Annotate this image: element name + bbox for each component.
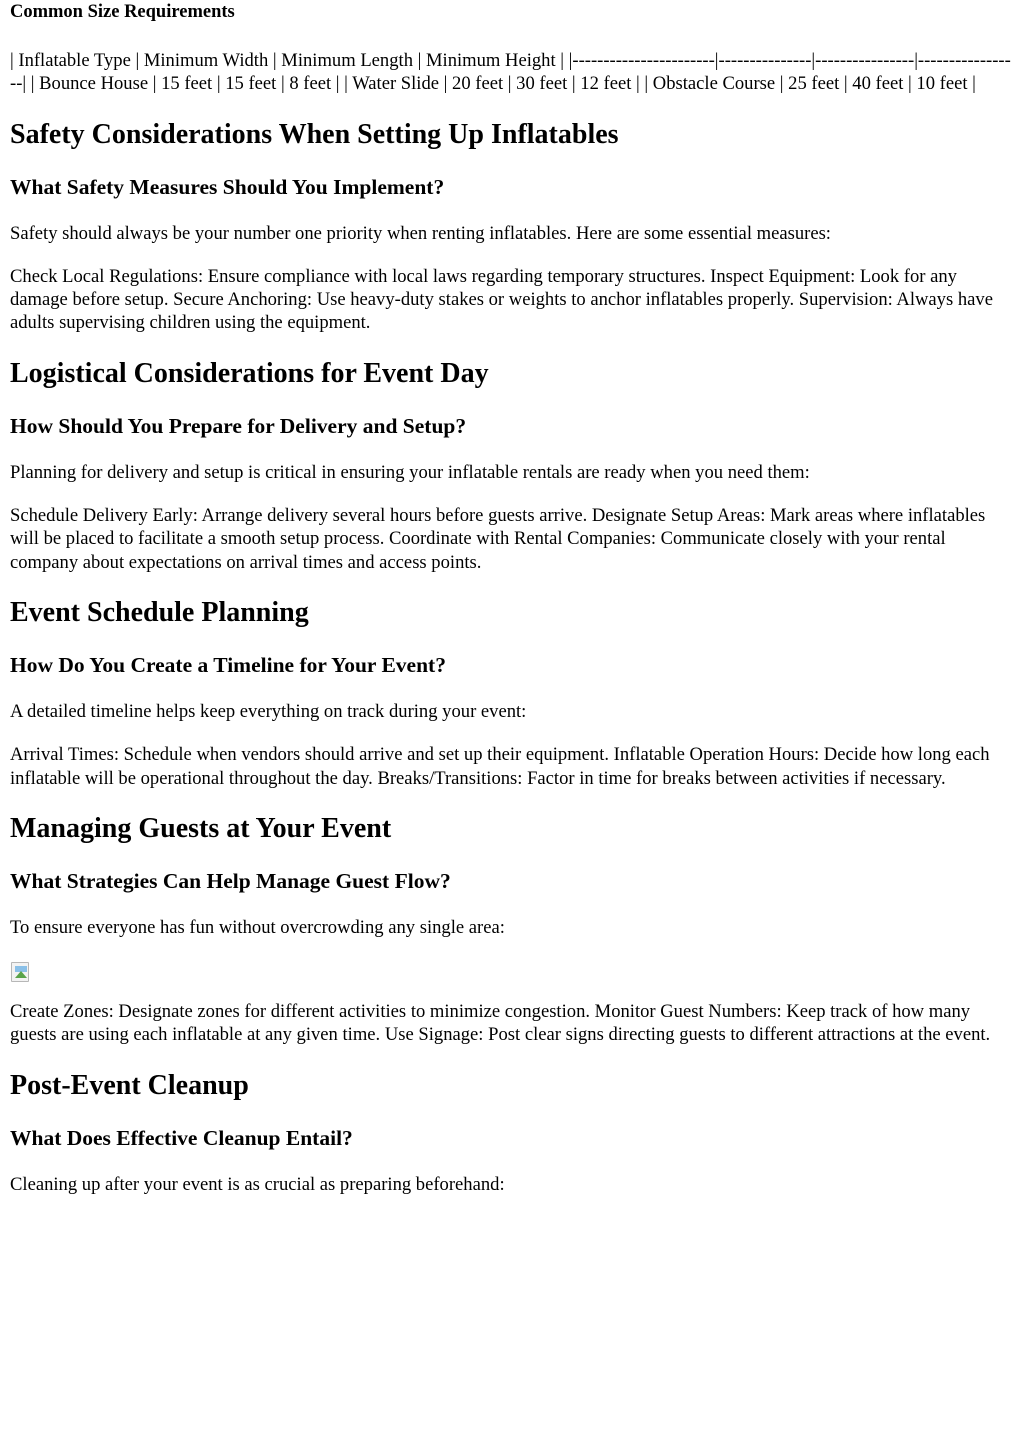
- section-body: Schedule Delivery Early: Arrange delivery several hours before guests arrive. Designate Setup Areas: Mark areas where inflatables will be placed to facilitate a smooth setup process. Coordinate with Rental Companies: Communicate closely with your rental company about expectations on arrival times and access points.: [10, 505, 986, 573]
- section-lead: Planning for delivery and setup is critical in ensuring your inflatable rentals are ready when you need them:: [10, 461, 810, 483]
- section-subtitle: How Should You Prepare for Delivery and Setup?: [10, 413, 467, 438]
- section-title: Event Schedule Planning: [10, 596, 309, 628]
- section-body: Check Local Regulations: Ensure compliance with local laws regarding temporary structures. Inspect Equipment: Look for any damage before setup. Secure Anchoring: Use heavy-duty stakes or weights to anchor inflatables properly. Supervision: Always have adults supervising children using the equipment.: [10, 265, 993, 334]
- size-requirements-heading: Common Size Requirements: [10, 2, 235, 22]
- section-title: Post-Event Cleanup: [10, 1069, 249, 1101]
- section-lead: Cleaning up after your event is as crucial as preparing beforehand:: [10, 1173, 505, 1195]
- section-lead: A detailed timeline helps keep everything on track during your event:: [10, 700, 527, 722]
- section-subtitle: What Strategies Can Help Manage Guest Flow?: [10, 868, 451, 893]
- broken-image-hill: [15, 971, 27, 978]
- section-body: Create Zones: Designate zones for different activities to minimize congestion. Monitor Guest Numbers: Keep track of how many guests are using each inflatable at any given time. Use Signage: Post clear signs directing guests to different attractions at the event.: [10, 1001, 991, 1046]
- section-lead: To ensure everyone has fun without overcrowding any single area:: [10, 916, 505, 938]
- section-subtitle: What Does Effective Cleanup Entail?: [10, 1125, 353, 1150]
- section-subtitle: How Do You Create a Timeline for Your Event?: [10, 652, 446, 677]
- section-title: Managing Guests at Your Event: [10, 812, 392, 844]
- size-requirements-table-text: | Inflatable Type | Minimum Width | Minimum Length | Minimum Height | |-----------------------|---------------|----------------|-----------------| | Bounce House | 15 feet | 15 feet | 8 feet | | Water Slide | 20 feet | 30 feet | 12 feet | | Obstacle Course | 25 feet | 40 feet | 10 feet |: [10, 50, 1011, 95]
- broken-image-icon: [10, 961, 30, 981]
- section-subtitle: What Safety Measures Should You Implement?: [10, 174, 445, 199]
- broken-image-frame: [11, 962, 29, 982]
- section-title: Safety Considerations When Setting Up Inflatables: [10, 118, 619, 150]
- section-body: Arrival Times: Schedule when vendors should arrive and set up their equipment. Inflatable Operation Hours: Decide how long each inflatable will be operational throughout the day. Breaks/Transitions: Factor in time for breaks between activities if necessary.: [10, 744, 990, 789]
- section-title: Logistical Considerations for Event Day: [10, 357, 489, 389]
- section-lead: Safety should always be your number one priority when renting inflatables. Here are some essential measures:: [10, 222, 831, 244]
